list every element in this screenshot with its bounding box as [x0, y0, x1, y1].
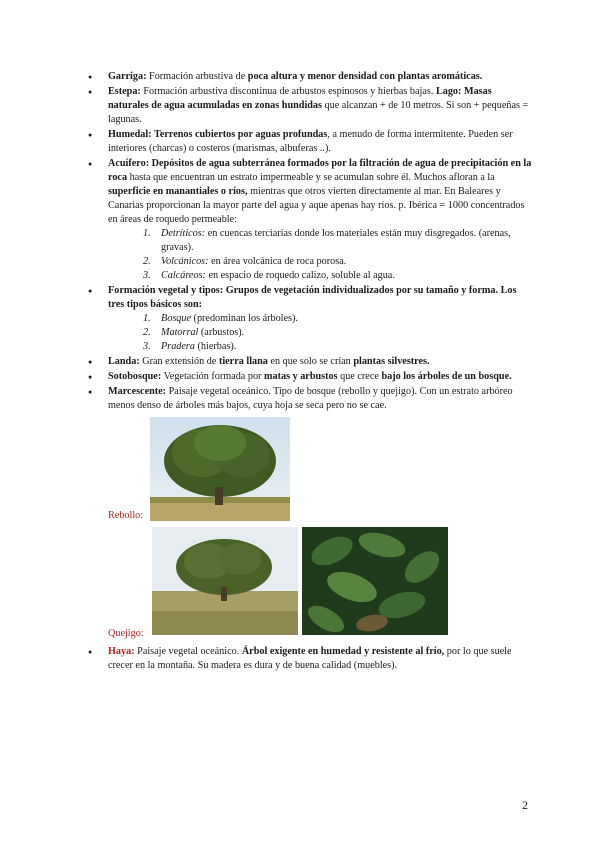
text: (predominan los árboles). [191, 313, 298, 324]
text: hasta que encuentran un estrato impermeable y se acumulan sobre él. Muchos afloran a la [127, 172, 495, 183]
term-list [88, 70, 533, 413]
term-sotobosque: Sotobosque: [108, 371, 162, 382]
term-formacion: Formación vegetal y tipos: [108, 285, 224, 296]
formacion-types-list [108, 312, 533, 354]
list-item-haya [88, 645, 533, 673]
item-number: 3. [143, 270, 151, 281]
item-number: 1. [143, 313, 151, 324]
text: por lo que suele crecer en la montaña. Su madera es dura y de buena calidad (muebles). [108, 646, 512, 671]
list-item-sotobosque [88, 370, 533, 384]
bold-text: bajo los árboles de un bosque. [381, 371, 512, 382]
tree-photo-illustration [152, 527, 298, 635]
text: en cuencas terciarias donde los materiales están muy disgregados. (arenas, gravas). [161, 228, 511, 253]
term-marcescente: Marcescente: [108, 386, 167, 397]
sub-item [143, 340, 533, 354]
list-item-garriga [88, 70, 533, 84]
text: (hierbas). [194, 341, 237, 352]
sub-term: Bosque [161, 313, 191, 324]
term-garriga: Garriga: [108, 71, 147, 82]
bold-text: Terrenos cubiertos por aguas profundas [151, 129, 328, 140]
acuifero-types-list [108, 227, 533, 283]
item-number: 1. [143, 228, 151, 239]
item-number: 2. [143, 256, 151, 267]
tree-photo-illustration [150, 417, 290, 521]
bold-text: matas y arbustos [264, 371, 338, 382]
bold-text: superficie en manantiales o ríos, [108, 186, 248, 197]
text: en espacio de roquedo calizo, soluble al agua. [205, 270, 395, 281]
text: en que solo se crían [267, 356, 354, 367]
term-haya: Haya: [108, 646, 135, 657]
rebollo-photo [150, 417, 290, 521]
list-item-estepa [88, 85, 533, 127]
bold-text: plantas silvestres. [353, 356, 430, 367]
sub-term: Volcánicos: [161, 256, 209, 267]
item-number: 3. [143, 341, 151, 352]
text: Paisaje vegetal oceánico. [134, 646, 242, 657]
sub-term: Detríticos: [161, 228, 206, 239]
term-estepa: Estepa: [108, 86, 141, 97]
sub-term: Pradera [161, 341, 195, 352]
text: Vegetación formada por [161, 371, 264, 382]
text: Gran extensión de [139, 356, 219, 367]
term-landa: Landa: [108, 356, 140, 367]
list-item-humedal [88, 128, 533, 156]
text: que alcanzan + de 10 metros. Si son + pequeñas = lagunas. [108, 100, 529, 125]
sub-term: Matorral [161, 327, 199, 338]
bold-text: tierra llana [218, 356, 268, 367]
leaves-photo-illustration [302, 527, 448, 635]
text: mientras que otros vierten directamente al mar. En Baleares y Canarias proporcionan la mayor parte del agua y aque apenas hay ríos. p. Ibérica = 1000 concentrados en áreas de roquedo permeable: [108, 186, 525, 225]
sub-term: Calcáreos: [161, 270, 206, 281]
bold-text: Lago: Masas naturales de agua acumuladas en zonas hundidas [108, 86, 492, 111]
sub-item [143, 326, 533, 340]
sub-item [143, 255, 533, 269]
item-number: 2. [143, 327, 151, 338]
list-item-marcescente [88, 385, 533, 413]
rebollo-figure [88, 417, 533, 525]
document-body [88, 70, 533, 674]
text: (arbustos). [198, 327, 245, 338]
term-list-continued [88, 645, 533, 673]
bold-text: Grupos de vegetación individualizados por su tamaño y forma. Los tres tipos básicos son: [108, 285, 517, 310]
quejigo-figure [88, 527, 533, 643]
term-humedal: Humedal: [108, 129, 152, 140]
list-item-formacion [88, 284, 533, 354]
list-item-landa [88, 355, 533, 369]
term-acuifero: Acuífero: [108, 158, 150, 169]
quejigo-leaves-photo [302, 527, 448, 635]
quejigo-photo [152, 527, 298, 635]
bold-text: poca altura y menor densidad con plantas aromáticas. [247, 71, 483, 82]
text: Formación arbustiva discontinua de arbustos espinosos y hierbas bajas. [140, 86, 436, 97]
text: , a menudo de forma intermitente. Pueden ser interiores (charcas) o costeros (marismas, albuferas ..). [108, 129, 513, 154]
text: que crece [337, 371, 382, 382]
bold-text: Depósitos de agua subterránea formados por la filtración de agua de precipitación en la roca [108, 158, 532, 183]
sub-item [143, 312, 533, 326]
list-item-acuifero [88, 157, 533, 283]
sub-item [143, 227, 533, 255]
text: en área volcánica de roca porosa. [208, 256, 347, 267]
bold-text: Árbol exigente en humedad y resistente al frío, [241, 646, 445, 657]
rebollo-caption: Rebollo: [108, 510, 144, 521]
text: Formación arbustiva de [146, 71, 248, 82]
sub-item [143, 269, 533, 283]
text: Paisaje vegetal oceánico. Tipo de bosque (rebollo y quejigo). Con un estrato arbóreo menos denso de árboles más bajos, cuya hoja se seca pero no se cae. [108, 386, 513, 411]
quejigo-caption: Quejigo: [108, 628, 144, 639]
page-number: 2 [522, 798, 528, 812]
